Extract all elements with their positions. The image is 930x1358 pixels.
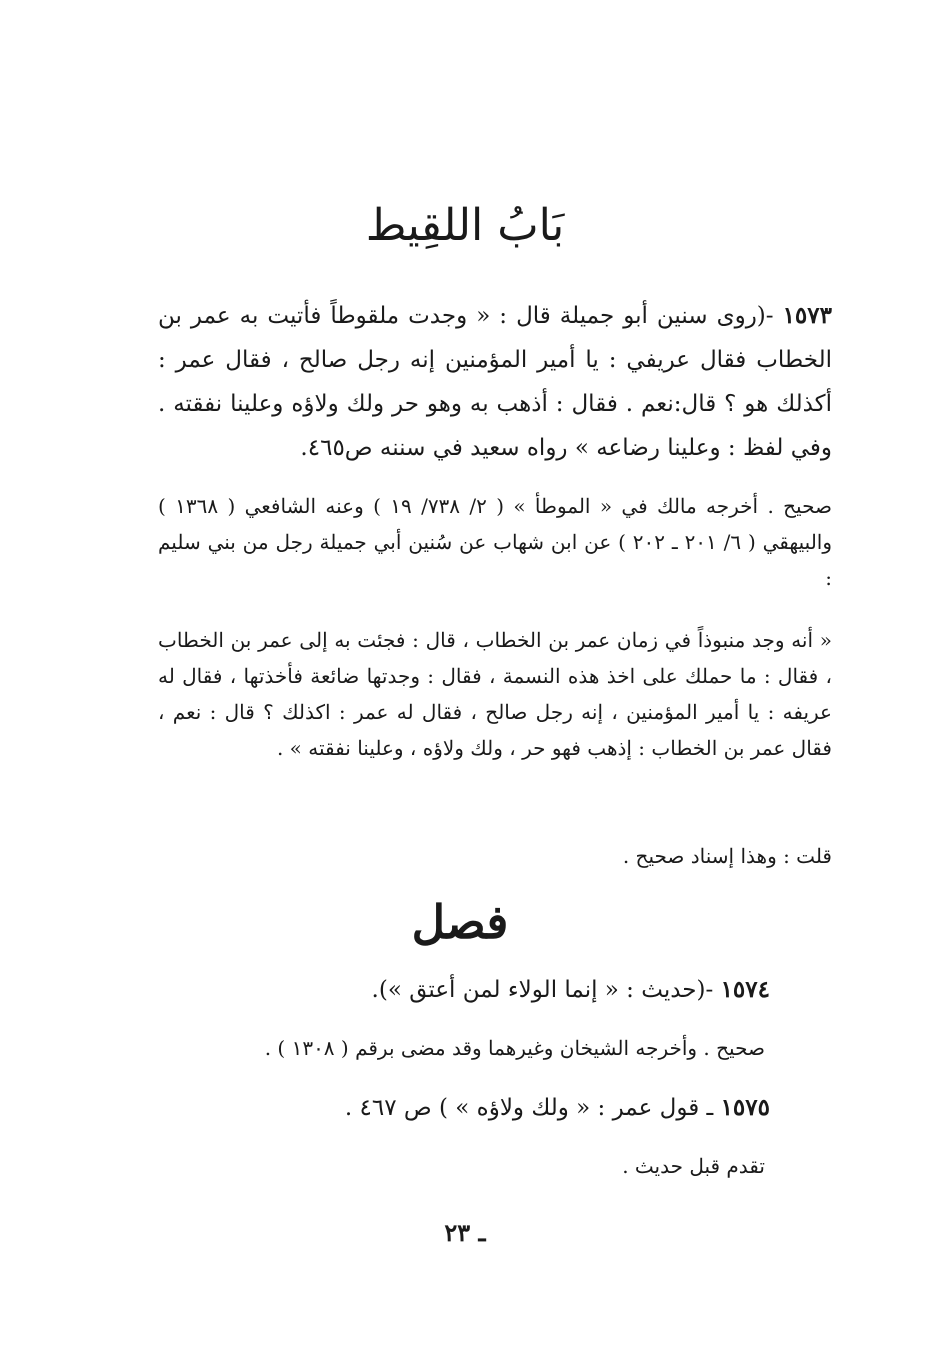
entry-text: -(حديث : « إنما الولاء لمن أعتق »).	[371, 977, 721, 1003]
entry-1575	[345, 1086, 770, 1130]
note-1575: تقدم قبل حديث .	[622, 1154, 765, 1178]
author-conclusion: قلت : وهذا إسناد صحيح .	[622, 844, 832, 868]
takhrij-1574: صحيح . وأخرجه الشيخان وغيرهما وقد مضى برقم ( ١٣٠٨ ) .	[264, 1036, 765, 1060]
chapter-title: بَابُ اللقِيط	[365, 200, 565, 251]
entry-text: ـ قول عمر : « ولك ولاؤه » ) ص ٤٦٧ .	[344, 1095, 721, 1121]
entry-1574	[372, 968, 770, 1012]
quoted-narration: « أنه وجد منبوذاً في زمان عمر بن الخطاب ، قال : فجئت به إلى عمر بن الخطاب ، فقال : ما حملك على اخذ هذه النسمة ، فقال : وجدتها ضائعة فأخذتها ، فقال له عريفه : يا أمير المؤمنين ، إنه رجل صالح ، فقال له عمر : اكذلك ؟ قال : نعم ، فقال عمر بن الخطاب : إذهب فهو حر ، ولك ولاؤه ، وعلينا نفقته » .	[158, 628, 832, 760]
page-number: ـ ٢٣	[444, 1218, 486, 1247]
section-heading: فصل	[411, 895, 509, 949]
entry-text: -(روى سنين أبو جميلة قال : « وجدت ملقوطاً فأتيت به عمر بن الخطاب فقال عريفي : يا أمير المؤمنين إنه رجل صالح ، فقال عمر : أكذلك هو ؟ قال:نعم . فقال : أذهب به وهو حر ولك ولاؤه وعلينا نفقته . وفي لفظ : وعلينا رضاعه » رواه سعيد في سننه ص٤٦٥.	[158, 303, 832, 461]
entry-number: ١٥٧٥	[720, 1094, 770, 1121]
entry-number: ١٥٧٤	[720, 976, 770, 1003]
entry-number: ١٥٧٣	[782, 302, 832, 329]
entry-1573	[158, 294, 832, 470]
takhrij-paragraph: صحيح . أخرجه مالك في « الموطأ » ( ٢/ ٧٣٨/ ١٩ ) وعنه الشافعي ( ١٣٦٨ ) والبيهقي ( ٦/ ٢٠١ ـ ٢٠٢ ) عن ابن شهاب عن سُنين أبي جميلة رجل من بني سليم :	[158, 494, 833, 590]
